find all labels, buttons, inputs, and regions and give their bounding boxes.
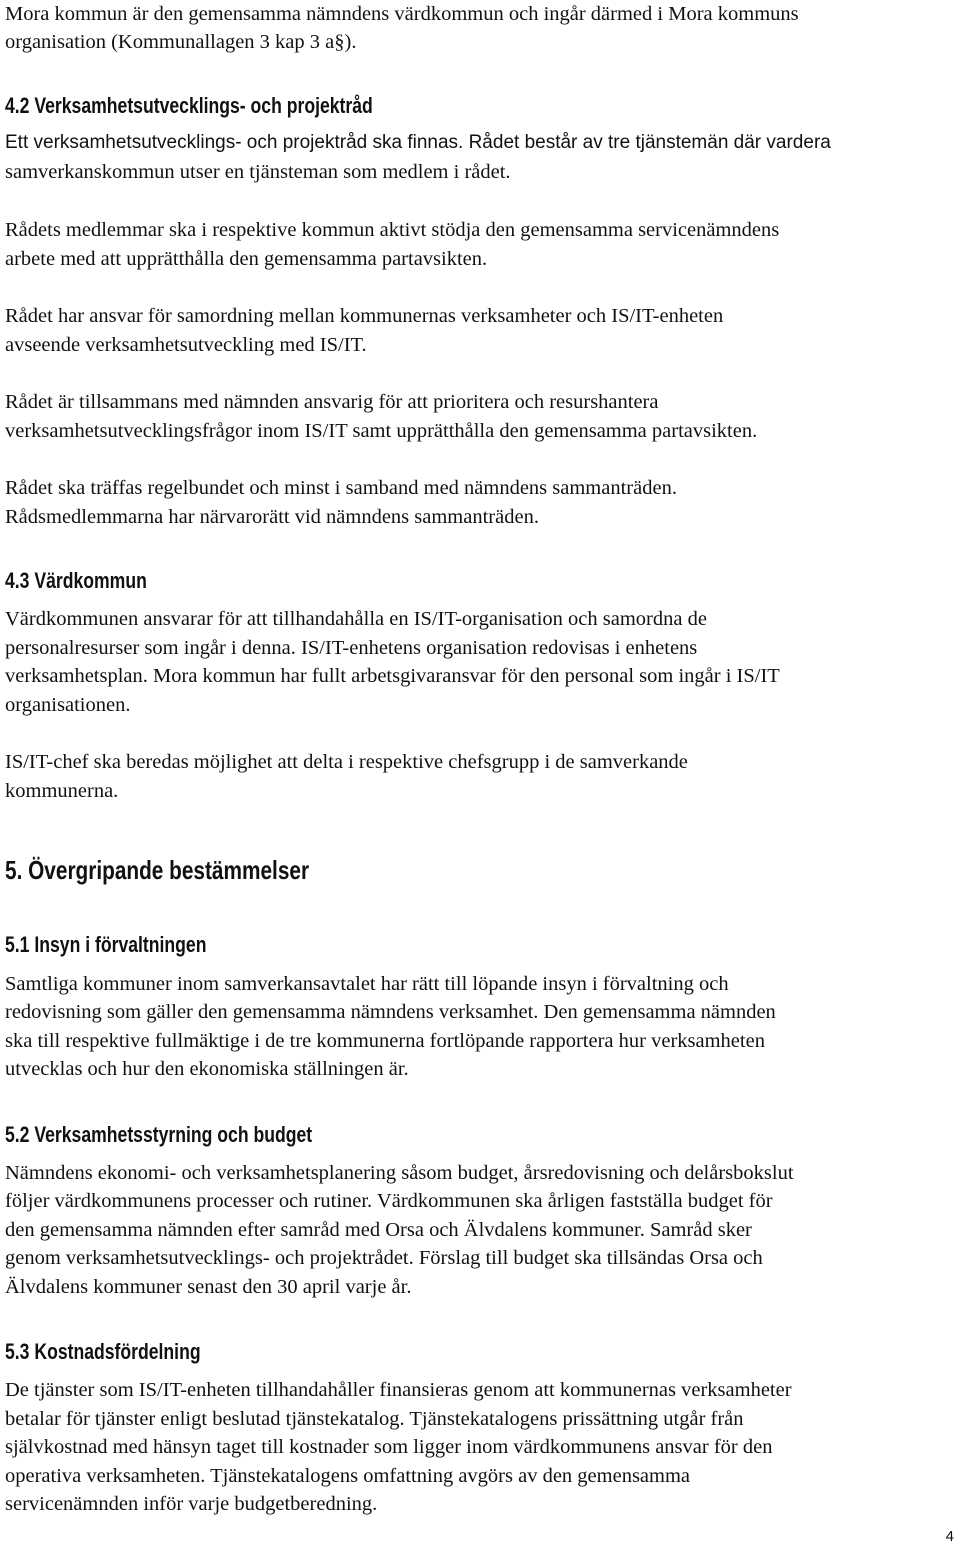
- paragraph-line: IS/IT-chef ska beredas möjlighet att delta i respektive chefsgrupp i de samverkande: [5, 751, 688, 773]
- paragraph-line: Rådsmedlemmarna har närvarorätt vid nämndens sammanträden.: [5, 506, 539, 528]
- paragraph-line: personalresurser som ingår i denna. IS/IT-enhetens organisation redovisas i enhetens: [5, 637, 698, 659]
- heading-5: 5. Övergripande bestämmelser: [5, 855, 310, 885]
- paragraph-line: kommunerna.: [5, 780, 119, 802]
- page-number: 4: [945, 1528, 954, 1545]
- heading-5-1: 5.1 Insyn i förvaltningen: [5, 932, 207, 957]
- paragraph-line: organisationen.: [5, 694, 131, 716]
- paragraph-line: den gemensamma nämnden efter samråd med Orsa och Älvdalens kommuner. Samråd sker: [5, 1219, 752, 1241]
- paragraph-line: ska till respektive fullmäktige i de tre kommunerna fortlöpande rapportera hur verksamheten: [5, 1030, 765, 1052]
- heading-4-2: 4.2 Verksamhetsutvecklings- och projektråd: [5, 93, 373, 118]
- paragraph-line: Ett verksamhetsutvecklings- och projektråd ska finnas. Rådet består av tre tjänstemän där vardera: [5, 132, 831, 153]
- heading-5-3: 5.3 Kostnadsfördelning: [5, 1339, 201, 1364]
- intro-line: organisation (Kommunallagen 3 kap 3 a§).: [5, 31, 357, 53]
- paragraph-line: samverkanskommun utser en tjänsteman som medlem i rådet.: [5, 161, 511, 183]
- paragraph-line: Älvdalens kommuner senast den 30 april varje år.: [5, 1276, 412, 1298]
- paragraph-line: Nämndens ekonomi- och verksamhetsplanering såsom budget, årsredovisning och delårsbokslut: [5, 1162, 794, 1184]
- paragraph-line: Samtliga kommuner inom samverkansavtalet har rätt till löpande insyn i förvaltning och: [5, 973, 729, 995]
- paragraph-line: redovisning som gäller den gemensamma nämndens verksamhet. Den gemensamma nämnden: [5, 1001, 776, 1023]
- paragraph-line: följer värdkommunens processer och rutiner. Värdkommunen ska årligen fastställa budget för: [5, 1190, 773, 1212]
- paragraph-line: betalar för tjänster enligt beslutad tjänstekatalog. Tjänstekatalogens prissättning utgår från: [5, 1408, 744, 1430]
- paragraph-line: avseende verksamhetsutveckling med IS/IT.: [5, 334, 367, 356]
- paragraph-line: Rådet är tillsammans med nämnden ansvarig för att prioritera och resurshantera: [5, 391, 659, 413]
- paragraph-line: genom verksamhetsutvecklings- och projektrådet. Förslag till budget ska tillsändas Orsa och: [5, 1247, 763, 1269]
- paragraph-line: verksamhetsplan. Mora kommun har fullt arbetsgivaransvar för den personal som ingår i IS/IT: [5, 665, 780, 687]
- paragraph-line: Rådets medlemmar ska i respektive kommun aktivt stödja den gemensamma servicenämndens: [5, 219, 780, 241]
- heading-5-2: 5.2 Verksamhetsstyrning och budget: [5, 1122, 313, 1147]
- heading-4-3: 4.3 Värdkommun: [5, 568, 147, 593]
- paragraph-line: servicenämnden inför varje budgetberedning.: [5, 1493, 378, 1515]
- paragraph-line: De tjänster som IS/IT-enheten tillhandahåller finansieras genom att kommunernas verksamheter: [5, 1379, 792, 1401]
- paragraph-line: utvecklas och hur den ekonomiska ställningen är.: [5, 1058, 409, 1080]
- paragraph-line: Rådet har ansvar för samordning mellan kommunernas verksamheter och IS/IT-enheten: [5, 305, 724, 327]
- paragraph-line: Värdkommunen ansvarar för att tillhandahålla en IS/IT-organisation och samordna de: [5, 608, 707, 630]
- paragraph-line: Rådet ska träffas regelbundet och minst i samband med nämndens sammanträden.: [5, 477, 677, 499]
- paragraph-line: operativa verksamheten. Tjänstekatalogens omfattning avgörs av den gemensamma: [5, 1465, 691, 1487]
- paragraph-line: arbete med att upprätthålla den gemensamma partavsikten.: [5, 248, 488, 270]
- paragraph-line: självkostnad med hänsyn taget till kostnader som ligger inom värdkommunens ansvar för den: [5, 1436, 773, 1458]
- paragraph-line: verksamhetsutvecklingsfrågor inom IS/IT samt upprätthålla den gemensamma partavsikten.: [5, 420, 758, 442]
- intro-line: Mora kommun är den gemensamma nämndens värdkommun och ingår därmed i Mora kommuns: [5, 3, 799, 25]
